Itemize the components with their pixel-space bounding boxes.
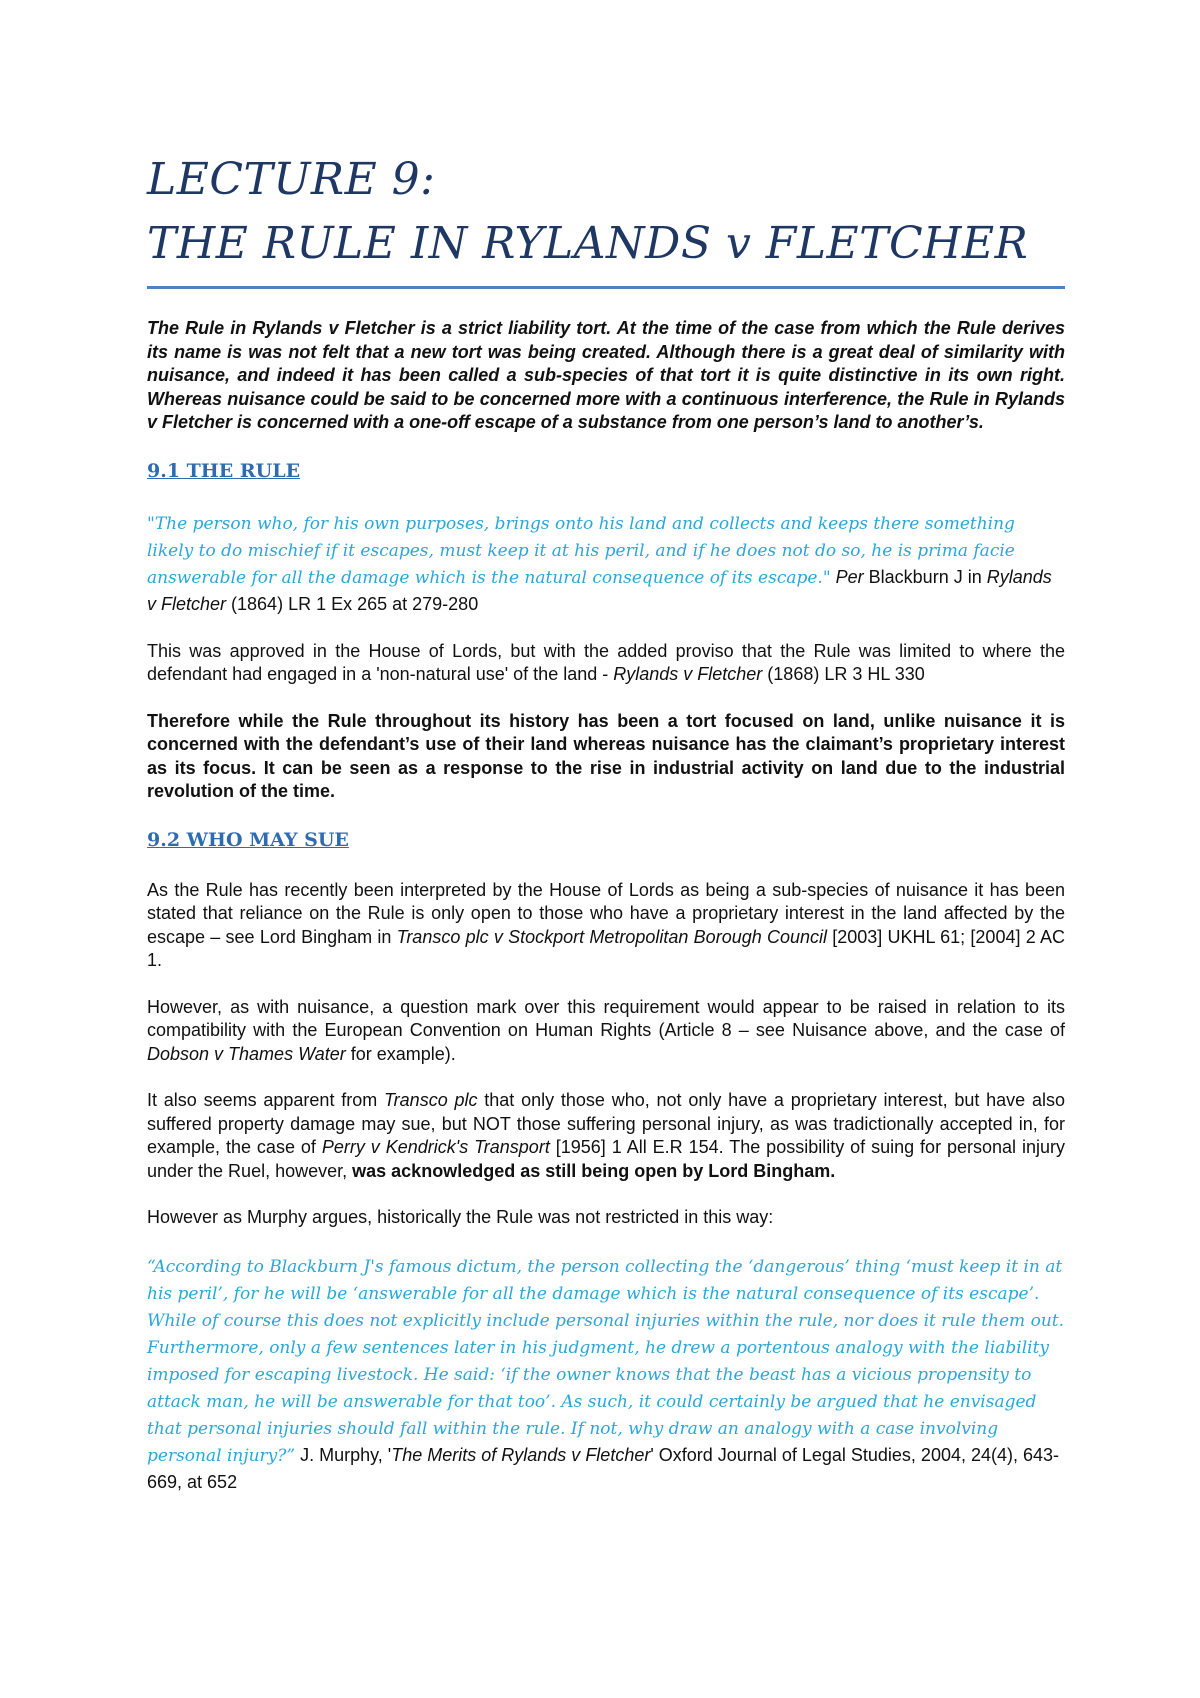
p2-text: However, as with nuisance, a question mark over this requirement would appear to be raised in relation to its compatibility with the European Convention on Human Rights (Article 8 – see Nuisance above, and the case of (147, 996, 1065, 1040)
p3-case1: Transco plc (384, 1090, 478, 1110)
p1-text: As the Rule has recently been interpreted by the House of Lords as being a sub-species of nuisance it has been stated that reliance on the Rule is only open to those who have a proprietary interest in the land affected by the escape – see Lord Bingham in (147, 879, 1065, 947)
murphy-quote: “According to Blackburn J's famous dictum, the person collecting the ‘dangerous’ thing ‘must keep it in at his peril’, for he will be ‘answerable for all the damage which is the natural consequence of its escape’. While of course this does not explicitly include personal injuries within the rule, nor does it rule them out. Furthermore, only a few sentences later in his judgment, he drew a portentous analogy with the liability imposed for escaping livestock. He said: ‘if the owner knows that the beast has a vicious propensity to attack man, he will be answerable for that too’. As such, it could certainly be argued that he envisaged that personal injuries should fall within the rule. If not, why draw an analogy with a case involving personal injury?” (147, 1256, 1065, 1466)
land-focus-paragraph: Therefore while the Rule throughout its history has been a tort focused on land, unlike nuisance it is concerned with the defendant’s use of their land whereas nuisance has the claimant’s proprietary interest as its focus. It can be seen as a response to the rise in industrial activity on land due to the industrial revolution of the time. (147, 710, 1065, 801)
personal-injury-paragraph (147, 1089, 1065, 1183)
murphy-author: J. Murphy, ' (295, 1444, 392, 1465)
cite-case: Rylands v Fletcher (147, 566, 1052, 614)
murphy-ref: ' Oxford Journal of Legal Studies, 2004, 24(4), 643-669, at 652 (147, 1444, 1060, 1492)
title-line-1: LECTURE 9: (147, 154, 436, 205)
section-heading-who-may-sue: 9.2 WHO MAY SUE (147, 828, 349, 851)
p2-case: Dobson v Thames Water (147, 1043, 346, 1064)
p3-case2: Perry v Kendrick's Transport (321, 1137, 550, 1157)
sub-species-paragraph (147, 879, 1065, 973)
cite-per: Per (830, 566, 864, 587)
cite-judge: Blackburn J in (863, 566, 987, 587)
section-heading-the-rule: 9.1 THE RULE (147, 459, 301, 482)
hol-case: Rylands v Fletcher (613, 664, 763, 684)
cite-ref: (1864) LR 1 Ex 265 at 279-280 (226, 593, 479, 614)
p1-ref: [2003] UKHL 61; [2004] 2 AC 1. (147, 926, 1065, 970)
murphy-article-title: The Merits of Rylands v Fletcher (391, 1444, 651, 1465)
intro-paragraph: The Rule in Rylands v Fletcher is a strict liability tort. At the time of the case from which the Rule derives its name is was not felt that a new tort was being created. Although there is a great deal of similarity with nuisance, and indeed it has been called a sub-species of that tort it is quite distinctive in its own right. Whereas nuisance could be said to be concerned more with a continuous interference, the Rule in Rylands v Fletcher is concerned with a one-off escape of a substance from one person’s land to another’s. (147, 318, 1065, 432)
p3-bold: was acknowledged as still being open by Lord Bingham. (352, 1160, 836, 1181)
p3-b: that only those who, not only have a proprietary interest, but have also suffered property damage may sue, but NOT those suffering personal injury, as was tradictionally accepted in, for example, the case of (147, 1090, 1065, 1157)
blackburn-quote-paragraph (147, 510, 1065, 617)
document-content (147, 148, 1065, 1518)
p2-end: for example). (345, 1043, 456, 1064)
house-of-lords-paragraph (147, 640, 1065, 687)
title-divider (147, 286, 1065, 289)
murphy-intro-paragraph: However as Murphy argues, historically the Rule was not restricted in this way: (147, 1207, 774, 1227)
echr-paragraph (147, 996, 1065, 1067)
title-line-2: THE RULE IN RYLANDS v FLETCHER (147, 218, 1029, 269)
p3-c: [1956] 1 All E.R 154. The possibility of suing for personal injury under the Ruel, however, (147, 1137, 1065, 1181)
blackburn-quote: "The person who, for his own purposes, brings onto his land and collects and keeps there something likely to do mischief if it escapes, must keep it at his peril, and if he does not do so, he is prima facie answerable for all the damage which is the natural consequence of its escape." (147, 513, 1015, 588)
murphy-quote-paragraph (147, 1253, 1065, 1495)
hol-ref: (1868) LR 3 HL 330 (762, 664, 925, 684)
lecture-title (147, 148, 1065, 276)
hol-text: This was approved in the House of Lords, but with the added proviso that the Rule was limited to where the defendant had engaged in a 'non-natural use' of the land - (147, 640, 1065, 684)
p1-case: Transco plc v Stockport Metropolitan Borough Council (396, 926, 828, 947)
p3-a: It also seems apparent from (147, 1090, 385, 1110)
